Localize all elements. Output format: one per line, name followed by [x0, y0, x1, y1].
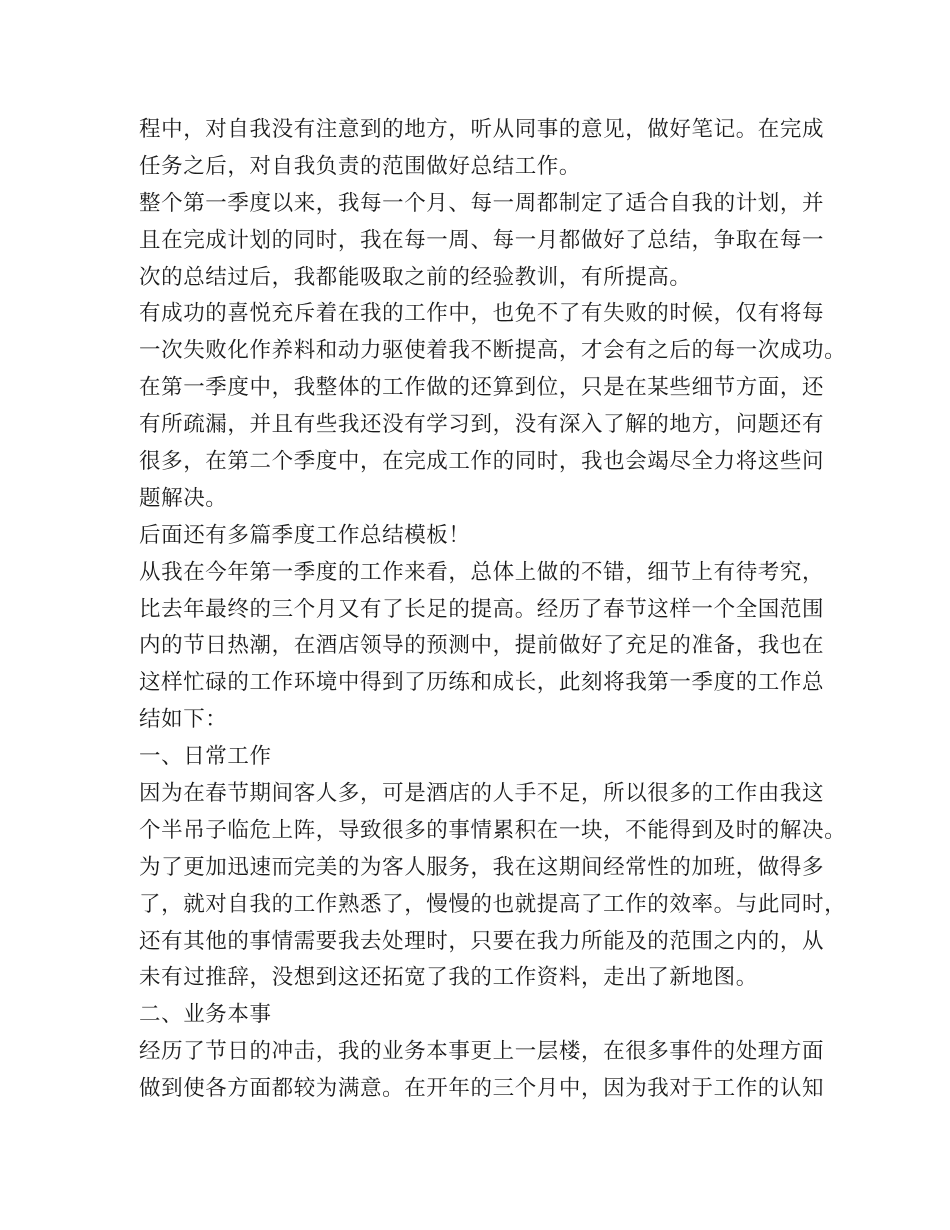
text-line: 个半吊子临危上阵，导致很多的事情累积在一块，不能得到及时的解决。	[139, 817, 847, 843]
text-line: 做到使各方面都较为满意。在开年的三个月中，因为我对于工作的认知	[139, 1076, 825, 1102]
text-line: 比去年最终的三个月又有了长足的提高。经历了春节这样一个全国范围	[139, 596, 825, 622]
text-line: 且在完成计划的同时，我在每一周、每一月都做好了总结，争取在每一	[139, 227, 825, 253]
text-line: 这样忙碌的工作环境中得到了历练和成长，此刻将我第一季度的工作总	[139, 670, 825, 696]
text-line: 从我在今年第一季度的工作来看，总体上做的不错，细节上有待考究，	[139, 559, 825, 585]
section-heading: 一、日常工作	[139, 744, 272, 770]
text-line: 整个第一季度以来，我每一个月、每一周都制定了适合自我的计划，并	[139, 190, 825, 216]
text-line: 在第一季度中，我整体的工作做的还算到位，只是在某些细节方面，还	[139, 375, 825, 401]
text-line: 有所疏漏，并且有些我还没有学习到，没有深入了解的地方，问题还有	[139, 412, 825, 438]
text-line: 了，就对自我的工作熟悉了，慢慢的也就提高了工作的效率。与此同时，	[139, 891, 847, 917]
text-line: 有成功的喜悦充斥着在我的工作中，也免不了有失败的时候，仅有将每	[139, 301, 825, 327]
text-line: 还有其他的事情需要我去处理时，只要在我力所能及的范围之内的，从	[139, 928, 825, 954]
text-line: 为了更加迅速而完美的为客人服务，我在这期间经常性的加班，做得多	[139, 854, 825, 880]
text-line: 内的节日热潮，在酒店领导的预测中，提前做好了充足的准备，我也在	[139, 633, 825, 659]
text-line: 题解决。	[139, 485, 228, 511]
text-line: 结如下：	[139, 707, 228, 733]
section-heading: 二、业务本事	[139, 1002, 272, 1028]
text-line: 程中，对自我没有注意到的地方，听从同事的意见，做好笔记。在完成	[139, 117, 825, 142]
text-line: 次的总结过后，我都能吸取之前的经验教训，有所提高。	[139, 264, 692, 290]
text-line: 因为在春节期间客人多，可是酒店的人手不足，所以很多的工作由我这	[139, 781, 825, 807]
text-line: 后面还有多篇季度工作总结模板！	[139, 522, 471, 548]
text-line: 很多，在第二个季度中，在完成工作的同时，我也会竭尽全力将这些问	[139, 449, 825, 475]
text-line: 经历了节日的冲击，我的业务本事更上一层楼，在很多事件的处理方面	[139, 1039, 825, 1065]
text-line: 一次失败化作养料和动力驱使着我不断提高，才会有之后的每一次成功。	[139, 338, 847, 364]
document-body	[139, 112, 847, 1108]
text-line: 未有过推辞，没想到这还拓宽了我的工作资料，走出了新地图。	[139, 965, 758, 991]
text-line: 任务之后，对自我负责的范围做好总结工作。	[139, 153, 582, 179]
